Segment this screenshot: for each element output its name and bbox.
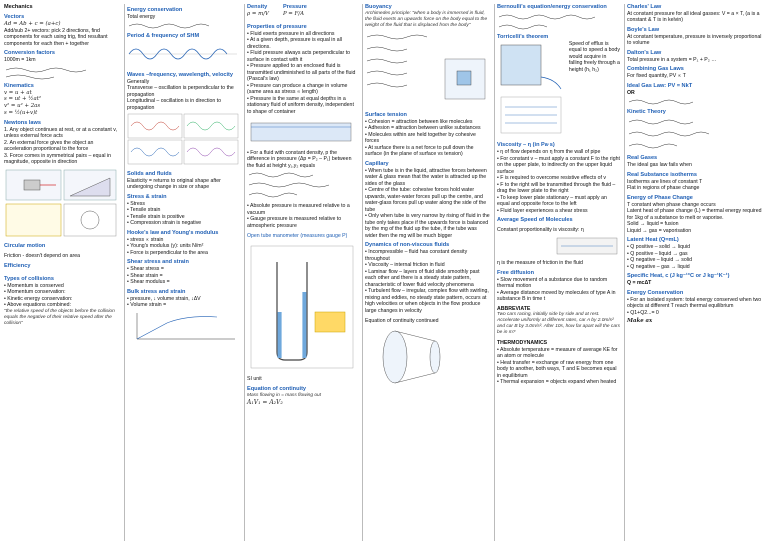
real-gases-text: The ideal gas law fails when <box>627 162 692 169</box>
heading-waves: Waves –frequency, wavelength, velocity <box>127 71 234 78</box>
heading-non-viscous: Dynamics of non-viscous fluids <box>365 242 450 249</box>
heading-viscosity: Viscosity – η (in Pa·s) <box>497 142 555 149</box>
free-diffusion-list <box>497 277 620 303</box>
collision-list <box>4 283 120 309</box>
heading-capillary: Capillary <box>365 160 389 167</box>
constant-gradient-text: Constant proportionality is viscosity: η <box>497 227 584 234</box>
energy-text: Total energy <box>127 13 156 20</box>
pressure-properties-list <box>247 31 358 116</box>
heading-energy-conservation-thermal: Energy Conservation <box>627 289 684 296</box>
density-pressure-row <box>247 4 358 18</box>
pipe-figure <box>365 327 490 390</box>
eta-text: η is the measure of friction in the fluid <box>497 260 583 267</box>
free-diffusion-item: • Average distance moved by molecules of type A in substance B in time t <box>497 290 620 303</box>
shear-item: • Shear strain = <box>127 273 240 280</box>
collision-item: • Momentum conservation: <box>4 289 120 296</box>
heading-phase-change: Energy of Phase Change <box>627 194 693 201</box>
vectors-equation: Ad = Ab + c = (a+c) <box>4 20 61 27</box>
isotherm-item: Isotherms are lines of constant T <box>627 178 703 185</box>
elasticity-text: Elasticity = returns to original shape after undergoing change in size or shape <box>127 177 221 191</box>
capillary-item: • Centre of the tube: cohesive forces hold water upwards, water-water forces pull up the centre, and water-glass forces pull up water along the side of the tube <box>365 187 490 213</box>
absolute-pressure-item: • Absolute pressure is measured relative to a vacuum <box>247 203 358 216</box>
stress-item: • Tensile strain <box>127 207 240 214</box>
hooke-list <box>127 237 240 257</box>
make-ax-label: Make ax <box>627 318 653 325</box>
isotherm-item: Flat in regions of phase change <box>627 185 700 192</box>
manometer-figure <box>247 242 358 375</box>
kinematics-eq-4: s = ½(u+v)t <box>4 109 38 116</box>
absolute-pressure-list <box>247 203 358 229</box>
heading-average-speed: Average Speed of Molecules <box>497 217 573 224</box>
const-density-list <box>247 150 358 170</box>
stress-item: • Stress <box>127 201 240 208</box>
continuity-equation: A₁V₁ = A₂V₂ <box>247 398 283 406</box>
heading-density: Density <box>247 4 268 10</box>
thermodynamics-item: • Absolute temperature = measure of average KE for an atom or molecule <box>497 347 620 360</box>
heading-buoyancy: Buoyancy <box>365 4 392 10</box>
heading-free-diffusion: Free diffusion <box>497 269 534 276</box>
dalton-text: Total pressure in a system = P₁ + P₂ … <box>627 56 717 63</box>
heading-stress-strain: Stress & strain <box>127 193 167 200</box>
thermodynamics-list <box>497 347 620 386</box>
stress-strain-graph <box>127 311 239 341</box>
heading-latent-heat: Latent Heat (Q=mL) <box>627 237 679 244</box>
plates-diagram <box>497 236 621 256</box>
surface-tension-item: • At surface there is a net force to pull down the surface (in the plane of surface vs tension) <box>365 145 490 158</box>
latent-heat-item: • Q positive – solid → liquid <box>627 244 764 251</box>
wave-panels-figure <box>127 113 239 165</box>
section-title-mechanics: Mechanics <box>4 4 33 10</box>
viscosity-item: • F is required to overcome resistive effects of v <box>497 175 620 182</box>
stress-item: • Tensile strain is positive <box>127 214 240 221</box>
const-density-text: • For a fluid with constant density, p the difference in pressure (Δp = P₂ – P₁) between the fluid at height y₁,y₂ equals <box>247 150 358 170</box>
collision-note: "the relative speed of the objects before the collision equals the negative of their relative speed after the collision" <box>4 308 115 326</box>
flow-diagram <box>497 93 621 137</box>
stress-item: • Compression strain is negative <box>127 220 240 227</box>
hooke-item: • stress ∝ strain <box>127 237 240 244</box>
manometer-caption: Open tube manometer (measures gauge P) <box>247 233 348 240</box>
heading-pressure-properties: Properties of pressure <box>247 23 307 30</box>
column-mechanics <box>2 4 122 541</box>
viscosity-item: • Fluid layer experiences a shear stress <box>497 208 620 215</box>
conversion-text: 1000m = 1km <box>4 57 36 64</box>
combining-text: For fixed quantity, PV ∝ T <box>627 73 686 80</box>
heading-energy-conservation: Energy conservation <box>127 7 183 13</box>
wave-panels <box>127 113 240 168</box>
specific-heat-equation: Q = mcΔT <box>627 280 652 287</box>
heading-kinetic-theory: Kinetic Theory <box>627 109 666 116</box>
tank-diagram <box>497 41 566 91</box>
bulk-item: • pressure, ↓ volume strain, ↓ΔV <box>127 296 240 303</box>
bulk-list <box>127 296 240 309</box>
si-unit-label: SI unit <box>247 376 262 383</box>
transverse-text: Transverse – oscillation is perpendicular to the propagation <box>127 85 234 98</box>
kinematics-eq-3: v² = u² + 2as <box>4 103 41 110</box>
heading-continuity: Equation of continuity <box>247 385 307 392</box>
handwriting-scribble <box>4 64 114 80</box>
phase-item: Liquid → gas = vaporisation <box>627 227 692 234</box>
heading-real-gases: Real Gases <box>627 155 658 162</box>
free-diffusion-item: • Slow movement of a substance due to random thermal motion <box>497 277 620 290</box>
pipe-diagram <box>365 327 491 387</box>
continuity-continued: Equation of continuity continued <box>365 318 439 325</box>
capillary-item: • Only when tube is very narrow by rising of fluid in the tube only takes place if the upwards force is balanced by the mg of the fluid up the tube, if the tube was wider then the mg will be much bigger <box>365 213 490 239</box>
energy-conservation-list <box>627 297 764 317</box>
phase-item: Solid → liquid = fusion <box>627 221 679 228</box>
container-shapes <box>247 117 358 148</box>
heading-efficiency: Efficiency <box>4 262 31 269</box>
friction-line: Friction - doesn't depend on area <box>4 253 80 260</box>
heading-conversion: Conversion factors <box>4 50 55 57</box>
heading-ideal-gas: Ideal Gas Law: PV = NkT <box>627 82 693 89</box>
heading-surface-tension: Surface tension <box>365 111 407 118</box>
torricelli-row <box>497 41 620 91</box>
non-viscous-item: • Turbulent flow – irregular, complex flow with swirling, mixing and eddies, no steady state pattern, occurs at high velocities or when objects in the flow produce large changes in velocity <box>365 288 490 314</box>
density-equation: ρ = m/V <box>247 10 269 17</box>
force-diagrams <box>4 168 120 241</box>
heading-charles: Charles' Law <box>627 4 662 10</box>
torricelli-text: Speed of efflux is equal to speed a body would acquire in falling freely through a height (h₁ h₂) <box>568 40 620 73</box>
heading-pressure: Pressure <box>282 4 307 10</box>
collision-item: • Kinetic energy conservation: <box>4 296 120 303</box>
waves-general: Generally <box>127 78 150 85</box>
wave-diagram <box>127 42 239 66</box>
kinetic-handwriting <box>627 116 764 152</box>
heading-circular-motion: Circular motion <box>4 243 46 250</box>
kinematics-eq-2: s = ut + ½at² <box>4 96 42 103</box>
column-energy-solids <box>124 4 242 541</box>
buoyancy-note: Archimedes principle: "when a body is immersed in fluid, the fluid exerts an upwards force on the body equal to the weight of the fluid that is displaced from the body" <box>365 10 488 28</box>
viscosity-item: • To keep lower plate stationary – must apply an equal and opposite force to the left <box>497 195 620 208</box>
surface-tension-list <box>365 119 490 158</box>
heading-vectors: Vectors <box>4 13 25 20</box>
newton-law-2: 2. An external force gives the object an acceleration proportional to the force <box>4 139 94 153</box>
latent-heat-item: • Q negative – liquid → solid <box>627 257 764 264</box>
pressure-property: • Pressure applied to an enclosed fluid is transmitted undiminished to all parts of the fluid (Pascal's law) <box>247 63 358 83</box>
heading-shear: Shear stress and strain <box>127 259 189 266</box>
pressure-property: • Fluid exerts pressure in all directions <box>247 31 358 38</box>
charles-text: At constant pressure for all ideal gasses: V = a × T, (a is a constant & T is in kelvin) <box>627 10 760 24</box>
heading-bulk: Bulk stress and strain <box>127 288 186 295</box>
conversion-handwriting <box>4 64 120 80</box>
pressure-handwriting <box>247 169 358 203</box>
bulk-figure <box>127 311 240 344</box>
hooke-item: • Young's modulus (y): units N/m² <box>127 243 240 250</box>
surface-tension-item: • Molecules within are held together by cohesive forces <box>365 132 490 145</box>
manometer-diagram <box>247 242 357 372</box>
energy-conservation-item: • For an isolated system: total energy conserved when two objects at different T reach thermal equilibrium <box>627 297 764 310</box>
heading-collisions: Types of collisions <box>4 275 54 282</box>
thermodynamics-item: • Heat transfer = exchange of raw energy from one body to another, both ways, T and E becomes equal in equilibrium <box>497 360 620 380</box>
container-shapes-figure <box>247 117 357 145</box>
pressure-property: • Pressure can produce a change in volume (same area as stress ∝ length) <box>247 83 358 96</box>
heading-bernoulli: Bernoulli's equation/energy conservation <box>497 4 607 10</box>
viscosity-item: • For constant v – must apply a constant F to the right on the upper plate, to indirectly on the upper liquid surface <box>497 156 620 176</box>
longitudinal-text: Longitudinal – oscillation is in direction to propagation <box>127 98 222 111</box>
collision-item: • Momentum is conserved <box>4 283 120 290</box>
handwriting-scribble <box>627 96 763 106</box>
column-fluids <box>244 4 360 541</box>
heading-isotherms: Real Substance isotherms <box>627 171 697 178</box>
continuity-text: Mass flowing in = mass flowing out <box>247 392 321 398</box>
boyle-text: At constant temperature, pressure is inversely proportional to volume <box>627 33 762 47</box>
heading-kinematics: Kinematics <box>4 82 34 89</box>
viscosity-item: • η of flow depends on η from the wall of pipe <box>497 149 620 156</box>
absolute-pressure-item: • Gauge pressure is measured relative to atmospheric pressure <box>247 216 358 229</box>
handwriting-scribble <box>247 169 357 203</box>
collision-item: • Above equations combined: <box>4 302 120 309</box>
ideal-gas-handwriting <box>627 96 764 106</box>
hooke-item: • Force is perpendicular to the area <box>127 250 240 257</box>
thermodynamics-item: • Thermal expansion = objects expand when heated <box>497 379 620 386</box>
capillary-item: • When tube is in the liquid, attractive forces between water & glass mean that the water is attracted up the sides of the glass <box>365 168 490 188</box>
phase-item: T constant when phase change occurs <box>627 201 716 208</box>
phase-item: Latent heat of phase change (L) = thermal energy required for 1kg of a substance to melt or vaporise. <box>627 208 762 221</box>
non-viscous-list <box>365 249 490 314</box>
shear-list <box>127 266 240 286</box>
bulk-item: • Volume strain = <box>127 302 240 309</box>
heading-solids-fluids: Solids and fluids <box>127 170 172 177</box>
heading-torricelli: Torricelli's theorem <box>497 33 549 40</box>
plates-figure <box>497 236 620 259</box>
heading-dalton: Dalton's Law <box>627 49 662 56</box>
non-viscous-item: • Viscosity – internal friction in fluid <box>365 262 490 269</box>
heading-shm: Period & frequency of SHM <box>127 33 200 40</box>
bernoulli-handwriting <box>497 11 620 31</box>
pressure-equation: P = F/A <box>282 10 304 17</box>
non-viscous-item: • Incompressible – fluid has constant density throughout <box>365 249 490 262</box>
viscosity-item: • F to the right will be transmitted through the fluid – drag the lower plate to the right <box>497 182 620 195</box>
column-buoyancy <box>362 4 492 541</box>
shear-item: • Shear modulus = <box>127 279 240 286</box>
surface-tension-item: • Cohesion = attraction between like molecules <box>365 119 490 126</box>
heading-thermodynamics: THERMODYNAMICS <box>497 340 548 347</box>
latent-heat-item: • Q negative – gas → liquid <box>627 264 764 271</box>
make-ax-row <box>627 318 764 334</box>
force-diagram-figure <box>4 168 118 238</box>
shear-item: • Shear stress = <box>127 266 240 273</box>
stress-list <box>127 201 240 227</box>
non-viscous-item: • Laminar flow – layers of fluid slide smoothly past each other and there is a steady state pattern, characteristic of lower fluid velocity phenomena <box>365 269 490 289</box>
latent-heat-item: • Q positive – liquid → gas <box>627 251 764 258</box>
abbreviate-note: Two cars racing, initially side by side and at rest. Accelerate uniformly at different rates, car A by 2.0m/s² and car B by 3.0m/s². After 10s, how far apart will the cars be in m? <box>497 312 620 336</box>
buoyancy-handwriting <box>365 29 490 109</box>
energy-handwriting <box>127 20 240 30</box>
kinematics-eq-1: v = u + at <box>4 89 32 96</box>
column-bernoulli <box>494 4 622 541</box>
pressure-property: • Fluid pressure always acts perpendicular to surface in contact with it <box>247 50 358 63</box>
heading-boyle: Boyle's Law <box>627 26 660 33</box>
viscosity-list <box>497 149 620 214</box>
handwriting-scribble <box>127 20 237 30</box>
handwriting-scribble <box>627 116 763 152</box>
heading-newtons-laws: Newtons laws <box>4 119 41 126</box>
pressure-property: • Pressure is the same at equal depths in a stationary fluid of uniform density, independent to shape of container <box>247 96 358 116</box>
buoyancy-sketch <box>365 29 491 109</box>
shm-figure <box>127 42 240 69</box>
latent-heat-list <box>627 244 764 270</box>
energy-conservation-item: • Q1+Q2...= 0 <box>627 310 764 317</box>
heading-hooke: Hooke's law and Young's modulus <box>127 229 219 236</box>
newton-law-3: 3. Force comes in symmetrical pairs – equal in magnitude, opposite in direction <box>4 152 111 166</box>
heading-combining: Combining Gas Laws <box>627 66 684 73</box>
heading-specific-heat: Specific Heat, c (J kg⁻¹°C or J kg⁻¹K⁻¹) <box>627 273 730 280</box>
ideal-gas-or: OR <box>627 89 635 96</box>
vectors-text: Add/sub 2+ vectors: pick 2 directions, find components for each using trig, find resultant components for each then + together <box>4 27 108 47</box>
surface-tension-item: • Adhesion = attraction between unlike substances <box>365 125 490 132</box>
flow-figure <box>497 93 620 140</box>
pressure-property: • At a given depth, pressure is equal in all directions. <box>247 37 358 50</box>
column-gas-laws <box>624 4 766 541</box>
newton-law-1: 1. Any object continues at rest, or at a constant v, unless external force acts <box>4 126 117 140</box>
capillary-list <box>365 168 490 240</box>
heading-abbreviate: ABBREVIATE <box>497 305 531 312</box>
handwriting-scribble <box>497 11 621 31</box>
